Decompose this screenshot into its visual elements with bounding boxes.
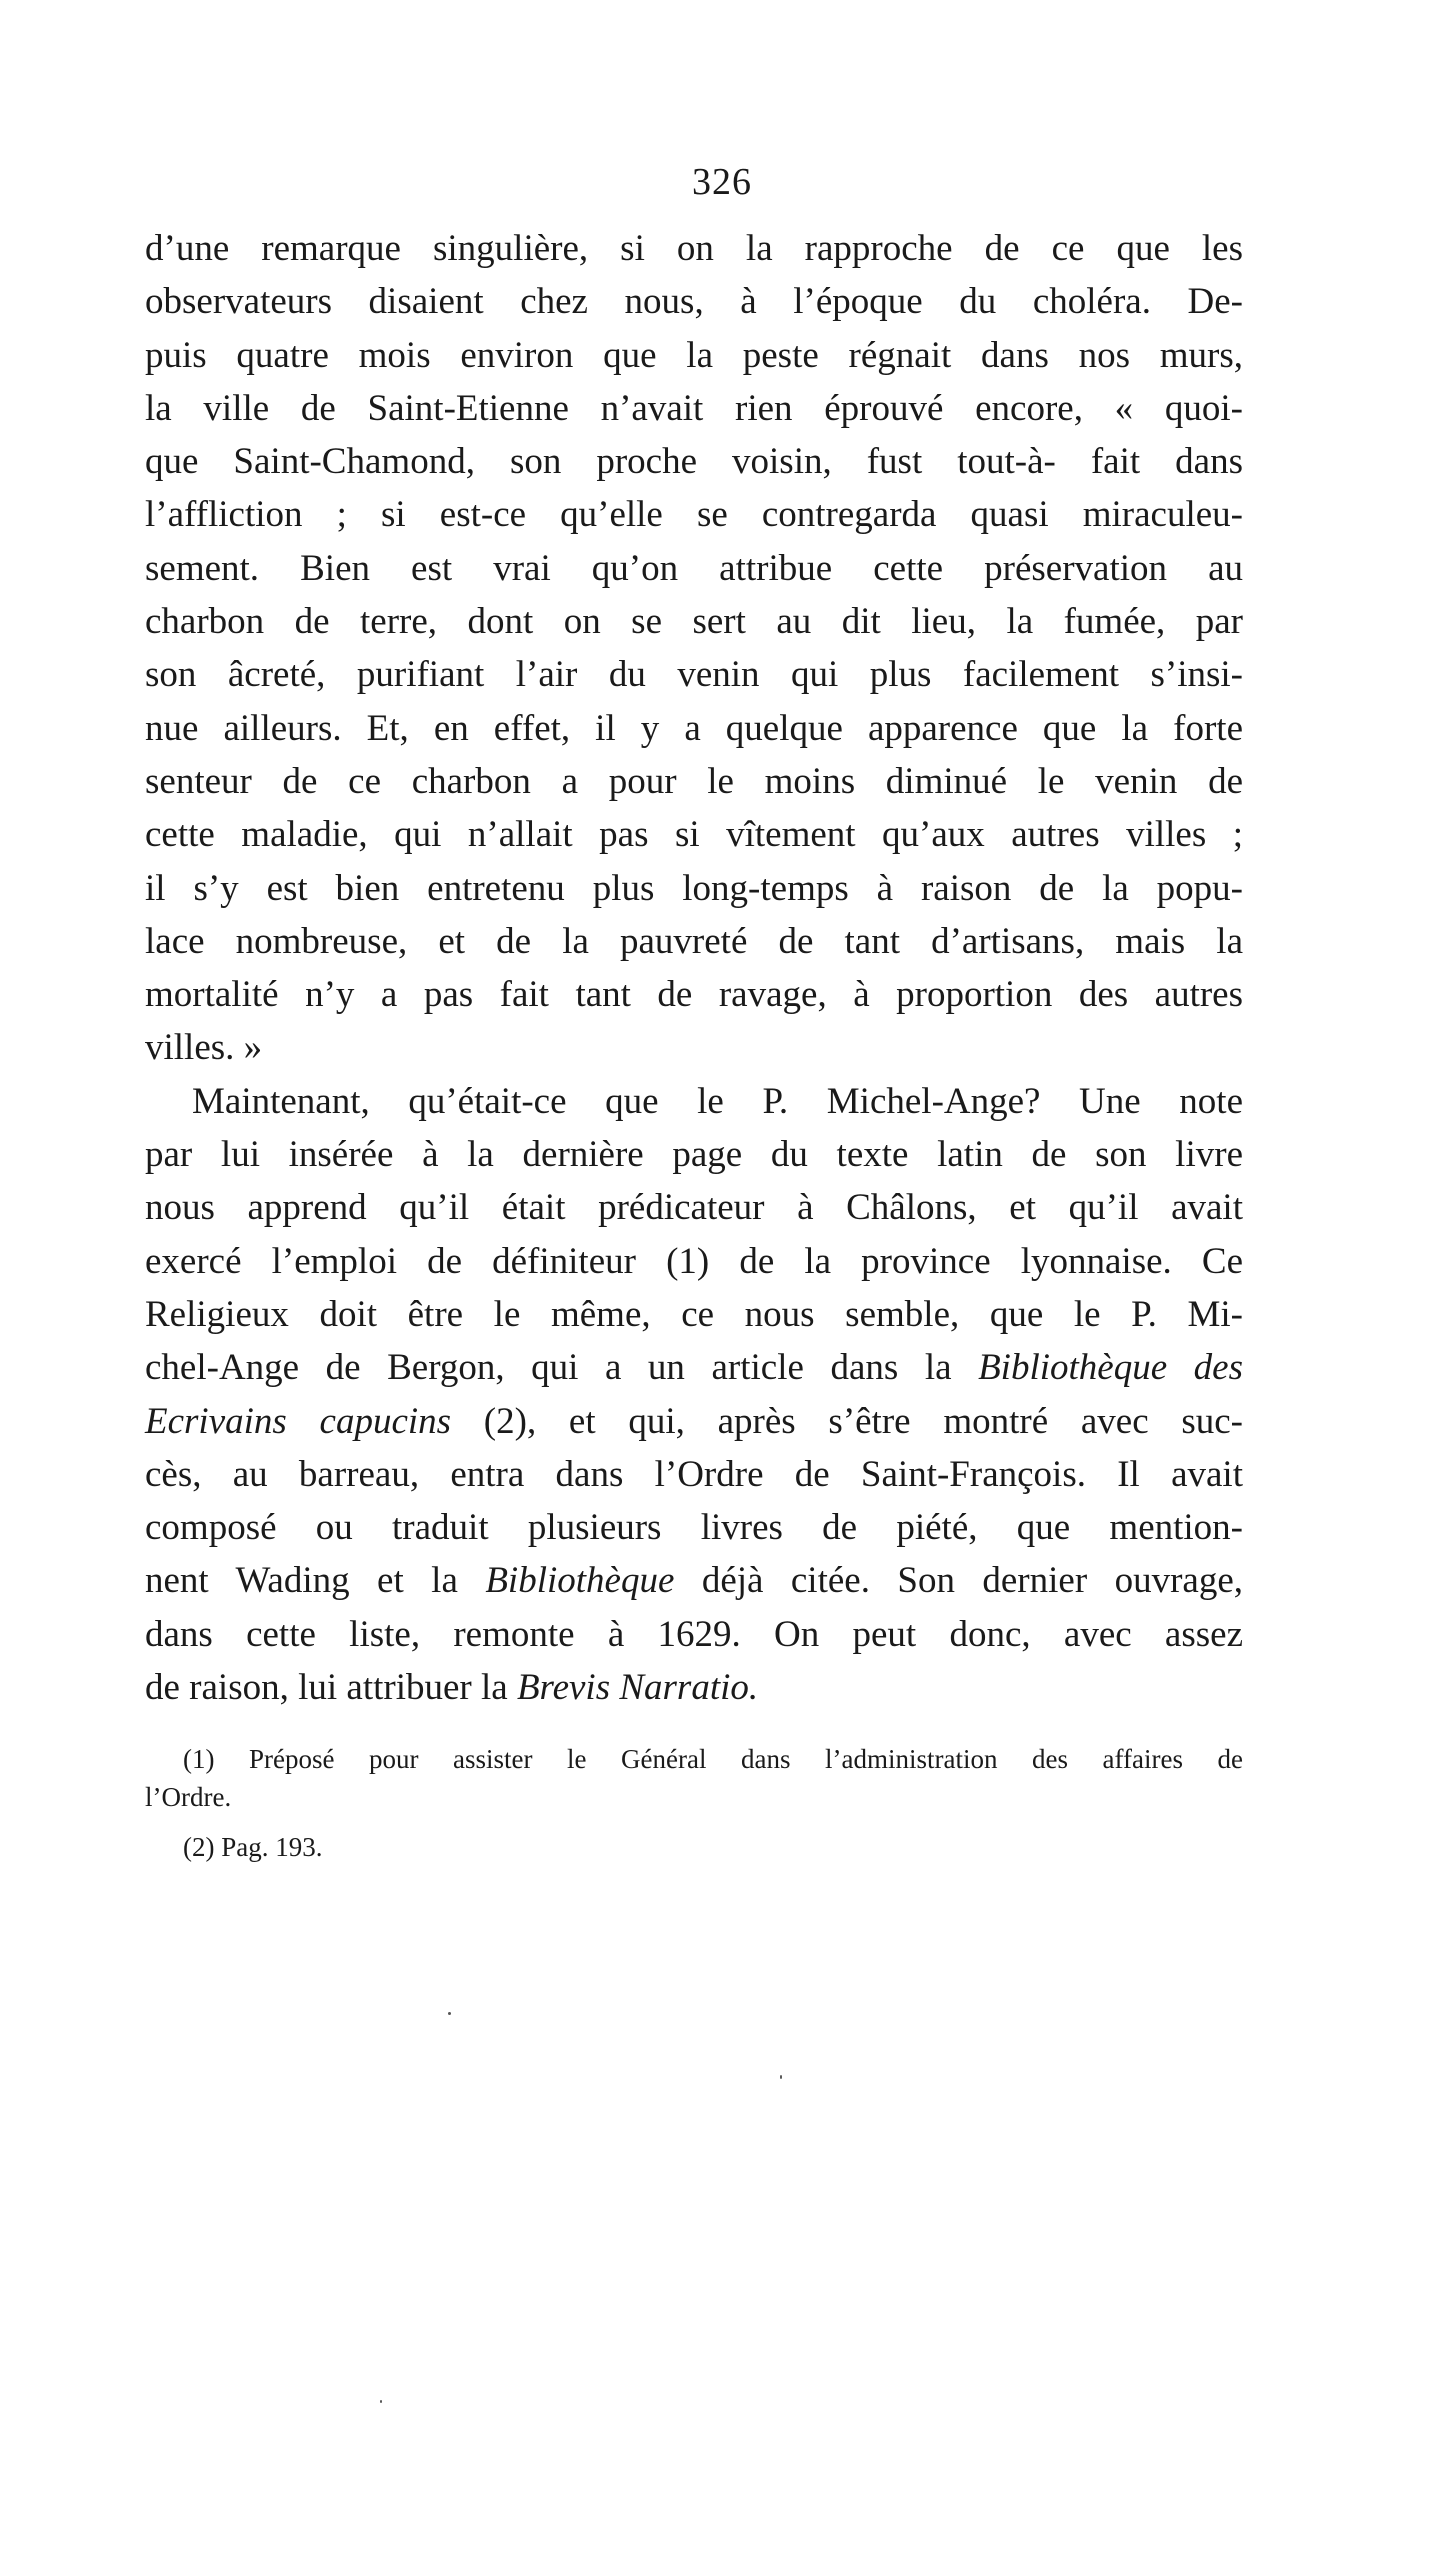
- text-run: chel-Ange de Bergon, qui a un article dans la: [145, 1347, 979, 1389]
- footnote-2: (2) Pag. 193.: [183, 1832, 323, 1863]
- paragraph-1: [145, 222, 1243, 1075]
- footnote-1: (1) Préposé pour assister le Général dans l’administration des affaires de: [183, 1744, 1243, 1775]
- footnote-1-continued: l’Ordre.: [145, 1782, 232, 1813]
- text-run: nent Wading et la: [145, 1560, 486, 1602]
- text-line: [145, 1661, 1243, 1714]
- text-line: [145, 1395, 1243, 1448]
- text-line: il s’y est bien entretenu plus long-temps à raison de la popu-: [145, 867, 1243, 909]
- footnotes: [145, 1740, 1243, 1866]
- paragraph-2: [145, 1075, 1243, 1715]
- text-line: villes. »: [145, 1027, 263, 1069]
- text-line: exercé l’emploi de définiteur (1) de la province lyonnaise. Ce: [145, 1240, 1243, 1282]
- text-run: de raison, lui attribuer la: [145, 1667, 517, 1709]
- italic-title: Brevis Narratio.: [516, 1667, 759, 1709]
- text-line: d’une remarque singulière, si on la rapproche de ce que les: [145, 228, 1243, 269]
- page-number: 326: [692, 161, 752, 203]
- text-run: déjà citée. Son dernier ouvrage,: [674, 1560, 1243, 1602]
- text-line: sement. Bien est vrai qu’on attribue cette préservation au: [145, 547, 1243, 589]
- text-run: (2), et qui, après s’être montré avec suc-: [451, 1400, 1243, 1442]
- text-line: son âcreté, purifiant l’air du venin qui plus facilement s’insi-: [145, 654, 1243, 696]
- body-text: [145, 222, 1243, 1866]
- text-line: lace nombreuse, et de la pauvreté de tant d’artisans, mais la: [145, 920, 1243, 962]
- text-line: la ville de Saint-Etienne n’avait rien éprouvé encore, « quoi-: [145, 387, 1243, 429]
- text-line: [145, 1554, 1243, 1607]
- italic-title: Bibliothèque: [485, 1560, 675, 1602]
- text-line: puis quatre mois environ que la peste régnait dans nos murs,: [145, 334, 1243, 376]
- text-line: que Saint-Chamond, son proche voisin, fust tout-à- fait dans: [145, 441, 1243, 483]
- text-line: charbon de terre, dont on se sert au dit lieu, la fumée, par: [145, 601, 1243, 643]
- spacer: [145, 1714, 1243, 1740]
- text-line: Religieux doit être le même, ce nous semble, que le P. Mi-: [145, 1293, 1243, 1335]
- text-line: cette maladie, qui n’allait pas si vîtement qu’aux autres villes ;: [145, 814, 1243, 856]
- scan-speck: [448, 2012, 451, 2015]
- text-line: l’affliction ; si est-ce qu’elle se contregarda quasi miraculeu-: [145, 494, 1243, 536]
- text-line: par lui insérée à la dernière page du texte latin de son livre: [145, 1134, 1243, 1176]
- text-line: senteur de ce charbon a pour le moins diminué le venin de: [145, 760, 1243, 802]
- text-line: nue ailleurs. Et, en effet, il y a quelque apparence que la forte: [145, 707, 1243, 749]
- text-line: mortalité n’y a pas fait tant de ravage, à proportion des autres: [145, 974, 1243, 1016]
- text-line: nous apprend qu’il était prédicateur à Châlons, et qu’il avait: [145, 1187, 1243, 1229]
- italic-title: Ecrivains capucins: [145, 1400, 452, 1442]
- text-line: [145, 1341, 1243, 1394]
- scan-speck: [780, 2075, 782, 2079]
- scan-speck: [380, 2400, 382, 2403]
- text-line: observateurs disaient chez nous, à l’époque du choléra. De-: [145, 281, 1243, 323]
- text-line: dans cette liste, remonte à 1629. On peut donc, avec assez: [145, 1613, 1243, 1655]
- text-line: composé ou traduit plusieurs livres de piété, que mention-: [145, 1507, 1243, 1549]
- text-line: cès, au barreau, entra dans l’Ordre de Saint-François. Il avait: [145, 1453, 1243, 1495]
- italic-title: Bibliothèque des: [978, 1347, 1243, 1389]
- text-line: Maintenant, qu’était-ce que le P. Michel-Ange? Une note: [192, 1080, 1243, 1122]
